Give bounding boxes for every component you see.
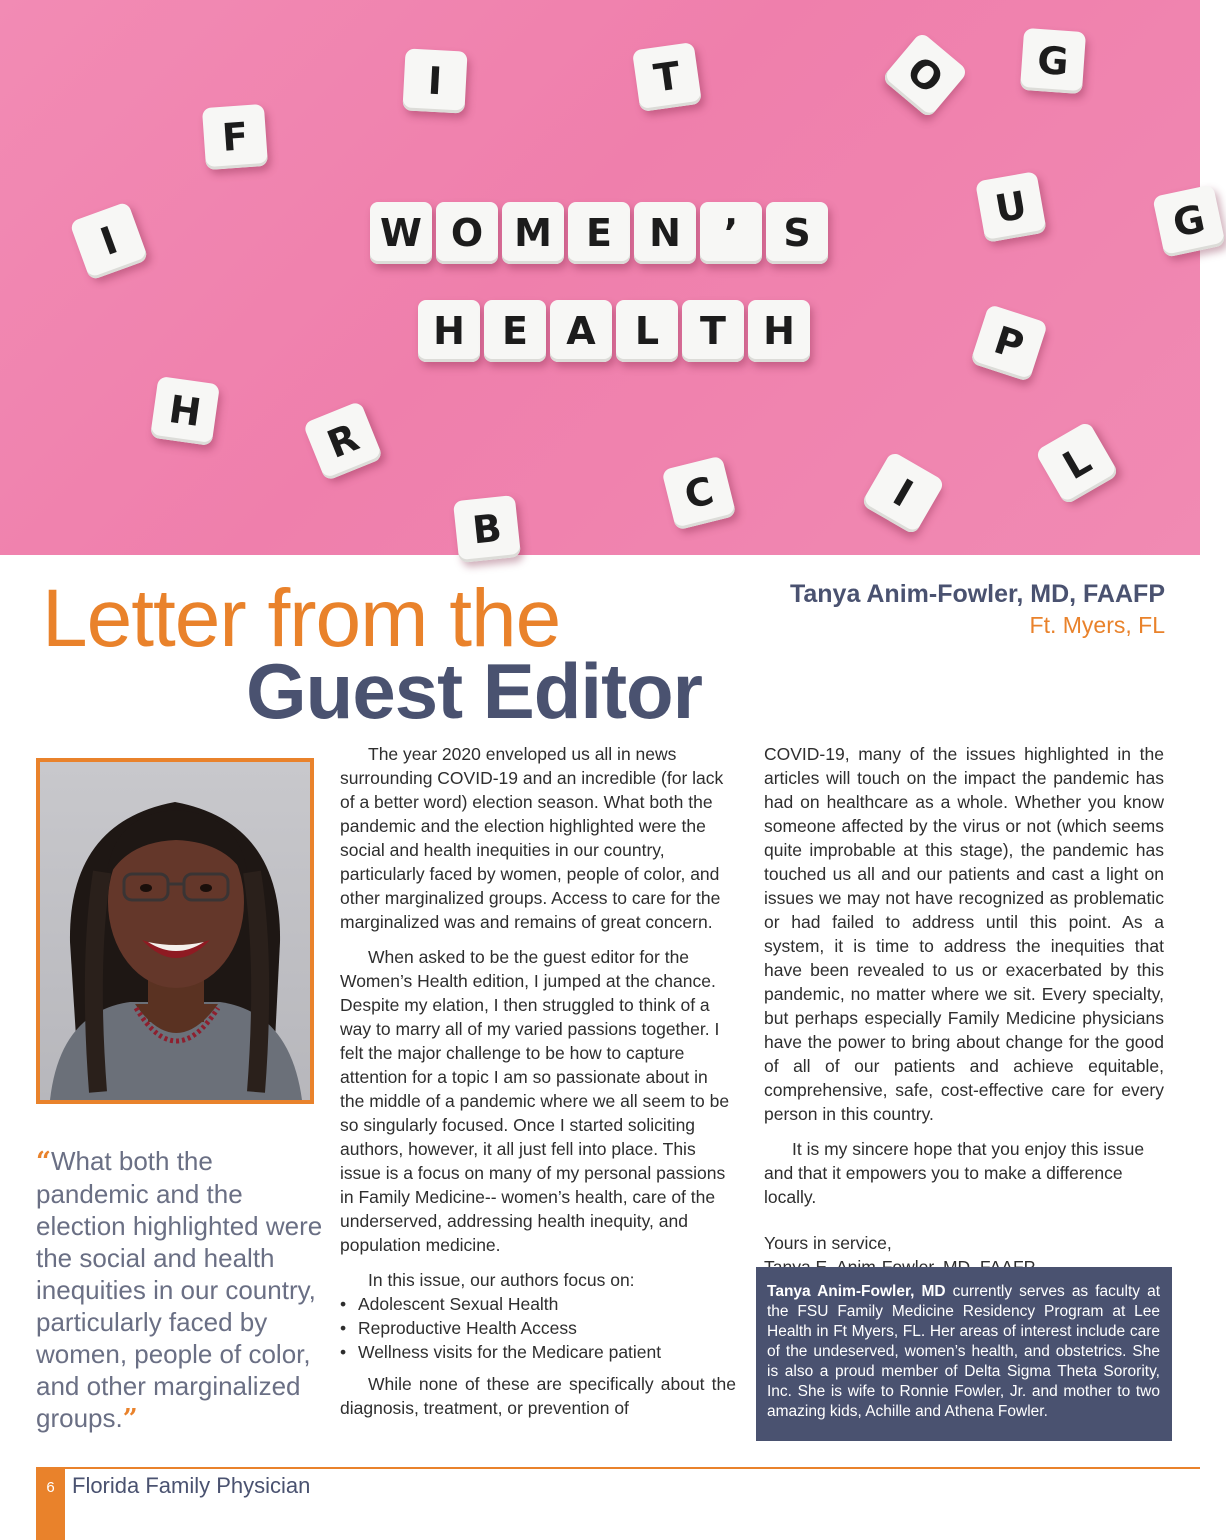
body-paragraph: While none of these are specifically about the diagnosis, treatment, or prevention of: [340, 1374, 736, 1418]
letter-tile: G: [1152, 184, 1226, 258]
letter-tile: P: [970, 304, 1048, 382]
list-item: • Adolescent Sexual Health: [340, 1292, 736, 1316]
letter-tile: C: [661, 455, 736, 530]
portrait-illustration: [40, 762, 310, 1100]
author-location: Ft. Myers, FL: [1029, 612, 1165, 638]
footer-accent-bar: [36, 1467, 65, 1540]
signoff-line: Yours in service,: [764, 1233, 892, 1253]
letter-tile: F: [202, 104, 268, 170]
title-line-1: Letter from the: [42, 573, 561, 664]
hero-word-health: [418, 300, 810, 362]
letter-tile: W: [370, 202, 432, 264]
letter-tile: B: [453, 495, 521, 563]
letter-tile: U: [975, 171, 1047, 243]
hero-word-womens: [370, 202, 828, 264]
letter-tile: O: [881, 31, 968, 118]
letter-tile: G: [1020, 28, 1086, 94]
letter-tile: ’: [700, 202, 762, 264]
letter-tile: I: [69, 201, 148, 280]
focus-list: [340, 1292, 736, 1364]
letter-tile: T: [682, 300, 744, 362]
letter-tile: L: [616, 300, 678, 362]
letter-tile: E: [484, 300, 546, 362]
publication-name: Florida Family Physician: [72, 1473, 311, 1498]
pull-quote-text: What both the pandemic and the election highlighted were the social and health inequities in our country, particularly faced by women, people of color, and other marginalized groups.: [36, 1146, 323, 1433]
bio-text: currently serves as faculty at the FSU Family Medicine Residency Program at Lee Health in Ft Myers, FL. Her areas of interest include care of the undeserved, women’s health, and obstetrics. She is also a proud member of Delta Sigma Theta Sorority, Inc. She is wife to Ronnie Fowler, Jr. and mother to two amazing kids, Achille and Athena Fowler.: [767, 1283, 1161, 1420]
body-paragraph: In this issue, our authors focus on:: [368, 1270, 635, 1290]
page-number: 6: [46, 1479, 55, 1496]
list-item: • Reproductive Health Access: [340, 1316, 736, 1340]
body-paragraph: When asked to be the guest editor for the Women’s Health edition, I jumped at the chance. Despite my elation, I then struggled to think of a way to marry all of my varied passions together. I felt the major challenge to be how to capture attention for a topic I am so passionate about in the middle of a pandemic where we all seem to be so singularly focused. Once I started soliciting authors, however, it all just fell into place. This issue is a focus on many of my personal passions in Family Medicine-- women’s health, care of the underserved, addressing health inequity, and population medicine.: [340, 947, 730, 1255]
letter-tile: I: [861, 451, 946, 536]
letter-tile: M: [502, 202, 564, 264]
letter-tile: L: [1035, 421, 1120, 506]
list-item: • Wellness visits for the Medicare patient: [340, 1340, 736, 1364]
bio-name: Tanya Anim-Fowler, MD: [767, 1283, 946, 1300]
letter-tile: H: [150, 376, 220, 446]
letter-tile: T: [632, 42, 702, 112]
footer-rule: [36, 1467, 1200, 1469]
body-paragraph: It is my sincere hope that you enjoy this issue and that it empowers you to make a difference locally.: [764, 1139, 1145, 1207]
letter-tile: S: [766, 202, 828, 264]
body-paragraph: The year 2020 enveloped us all in news surrounding COVID-19 and an incredible (for lack of a better word) election season. What both the pandemic and the election highlighted were the social and health inequities in our country, particularly faced by women, people of color, and other marginalized groups. Access to care for the marginalized was and remains of great concern.: [340, 744, 724, 932]
body-column-2: [764, 742, 1164, 1279]
letter-tile: N: [634, 202, 696, 264]
letter-tile: H: [418, 300, 480, 362]
author-name: Tanya Anim-Fowler, MD, FAAFP: [789, 580, 1165, 608]
open-quote-mark: “: [36, 1147, 51, 1177]
title-line-2: Guest Editor: [246, 647, 703, 735]
pull-quote: [36, 1145, 326, 1435]
letter-tile: R: [303, 401, 384, 482]
letter-tile: O: [436, 202, 498, 264]
hero-image: [0, 0, 1209, 555]
body-paragraph: COVID-19, many of the issues highlighted in the articles will touch on the impact the pandemic has had on healthcare as a whole. Whether you know someone affected by the virus or not (which seems quite improbable at this stage), the pandemic has touched us all and our patients and cast a light on issues we may not have recognized as problematic or had failed to address until this point. As a system, it is time to address the inequities that have been revealed to us or exacerbated by this pandemic, no matter where we sit. Every specialty, but perhaps especially Family Medicine physicians have the power to bring about change for the good of all of our patients and achieve equitable, comprehensive, safe, cost-effective care for every person in this country.: [764, 744, 1164, 1124]
close-quote-mark: ”: [122, 1404, 138, 1434]
body-column-1: [340, 742, 736, 1431]
letter-tile: H: [748, 300, 810, 362]
author-bio-box: [756, 1267, 1172, 1441]
letter-tile: I: [402, 48, 467, 113]
letter-tile: A: [550, 300, 612, 362]
letter-tile: E: [568, 202, 630, 264]
author-photo: [36, 758, 314, 1104]
